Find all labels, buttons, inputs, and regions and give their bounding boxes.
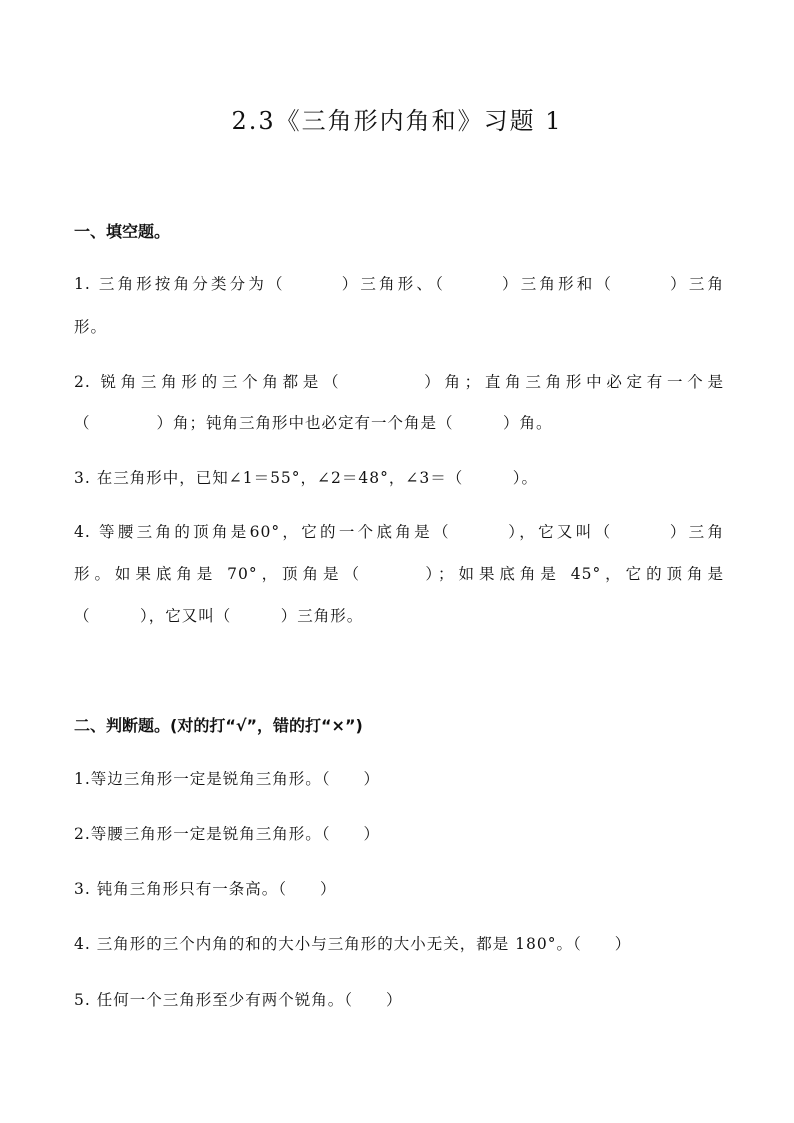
question-line: （ ），它又叫（ ）三角形。 [74,607,364,625]
page-title: 2.3《三角形内角和》习题 1 [231,107,563,135]
question-line: 1. 三角形按角分类分为（ ）三角形、（ ）三角形和（ ）三角 [74,275,724,293]
question-line: 4. 等腰三角的顶角是60°，它的一个底角是（ ），它又叫（ ）三角 [74,523,724,541]
question-line: 形。如果底角是 70°，顶角是（ ）；如果底角是 45°，它的顶角是 [74,565,724,583]
section-heading-true-false: 二、判断题。(对的打“√”，错的打“×”) [74,716,363,735]
question-line: 1.等边三角形一定是锐角三角形。（ ） [74,770,381,788]
question-line: 4. 三角形的三个内角的和的大小与三角形的大小无关，都是 180°。（ ） [74,935,632,953]
question-line: 3. 钝角三角形只有一条高。（ ） [74,880,337,898]
question-line: 2. 锐角三角形的三个角都是（ ）角；直角三角形中必定有一个是 [74,373,724,391]
question-line: 形。 [74,318,108,336]
question-line: 3. 在三角形中，已知∠1＝55°，∠2＝48°，∠3＝（ ）。 [74,469,538,487]
section-heading-fill-in: 一、填空题。 [74,222,171,241]
question-line: 5. 任何一个三角形至少有两个锐角。（ ） [74,991,403,1009]
question-line: （ ）角；钝角三角形中也必定有一个角是（ ）角。 [74,414,553,432]
question-line: 2.等腰三角形一定是锐角三角形。（ ） [74,825,381,843]
